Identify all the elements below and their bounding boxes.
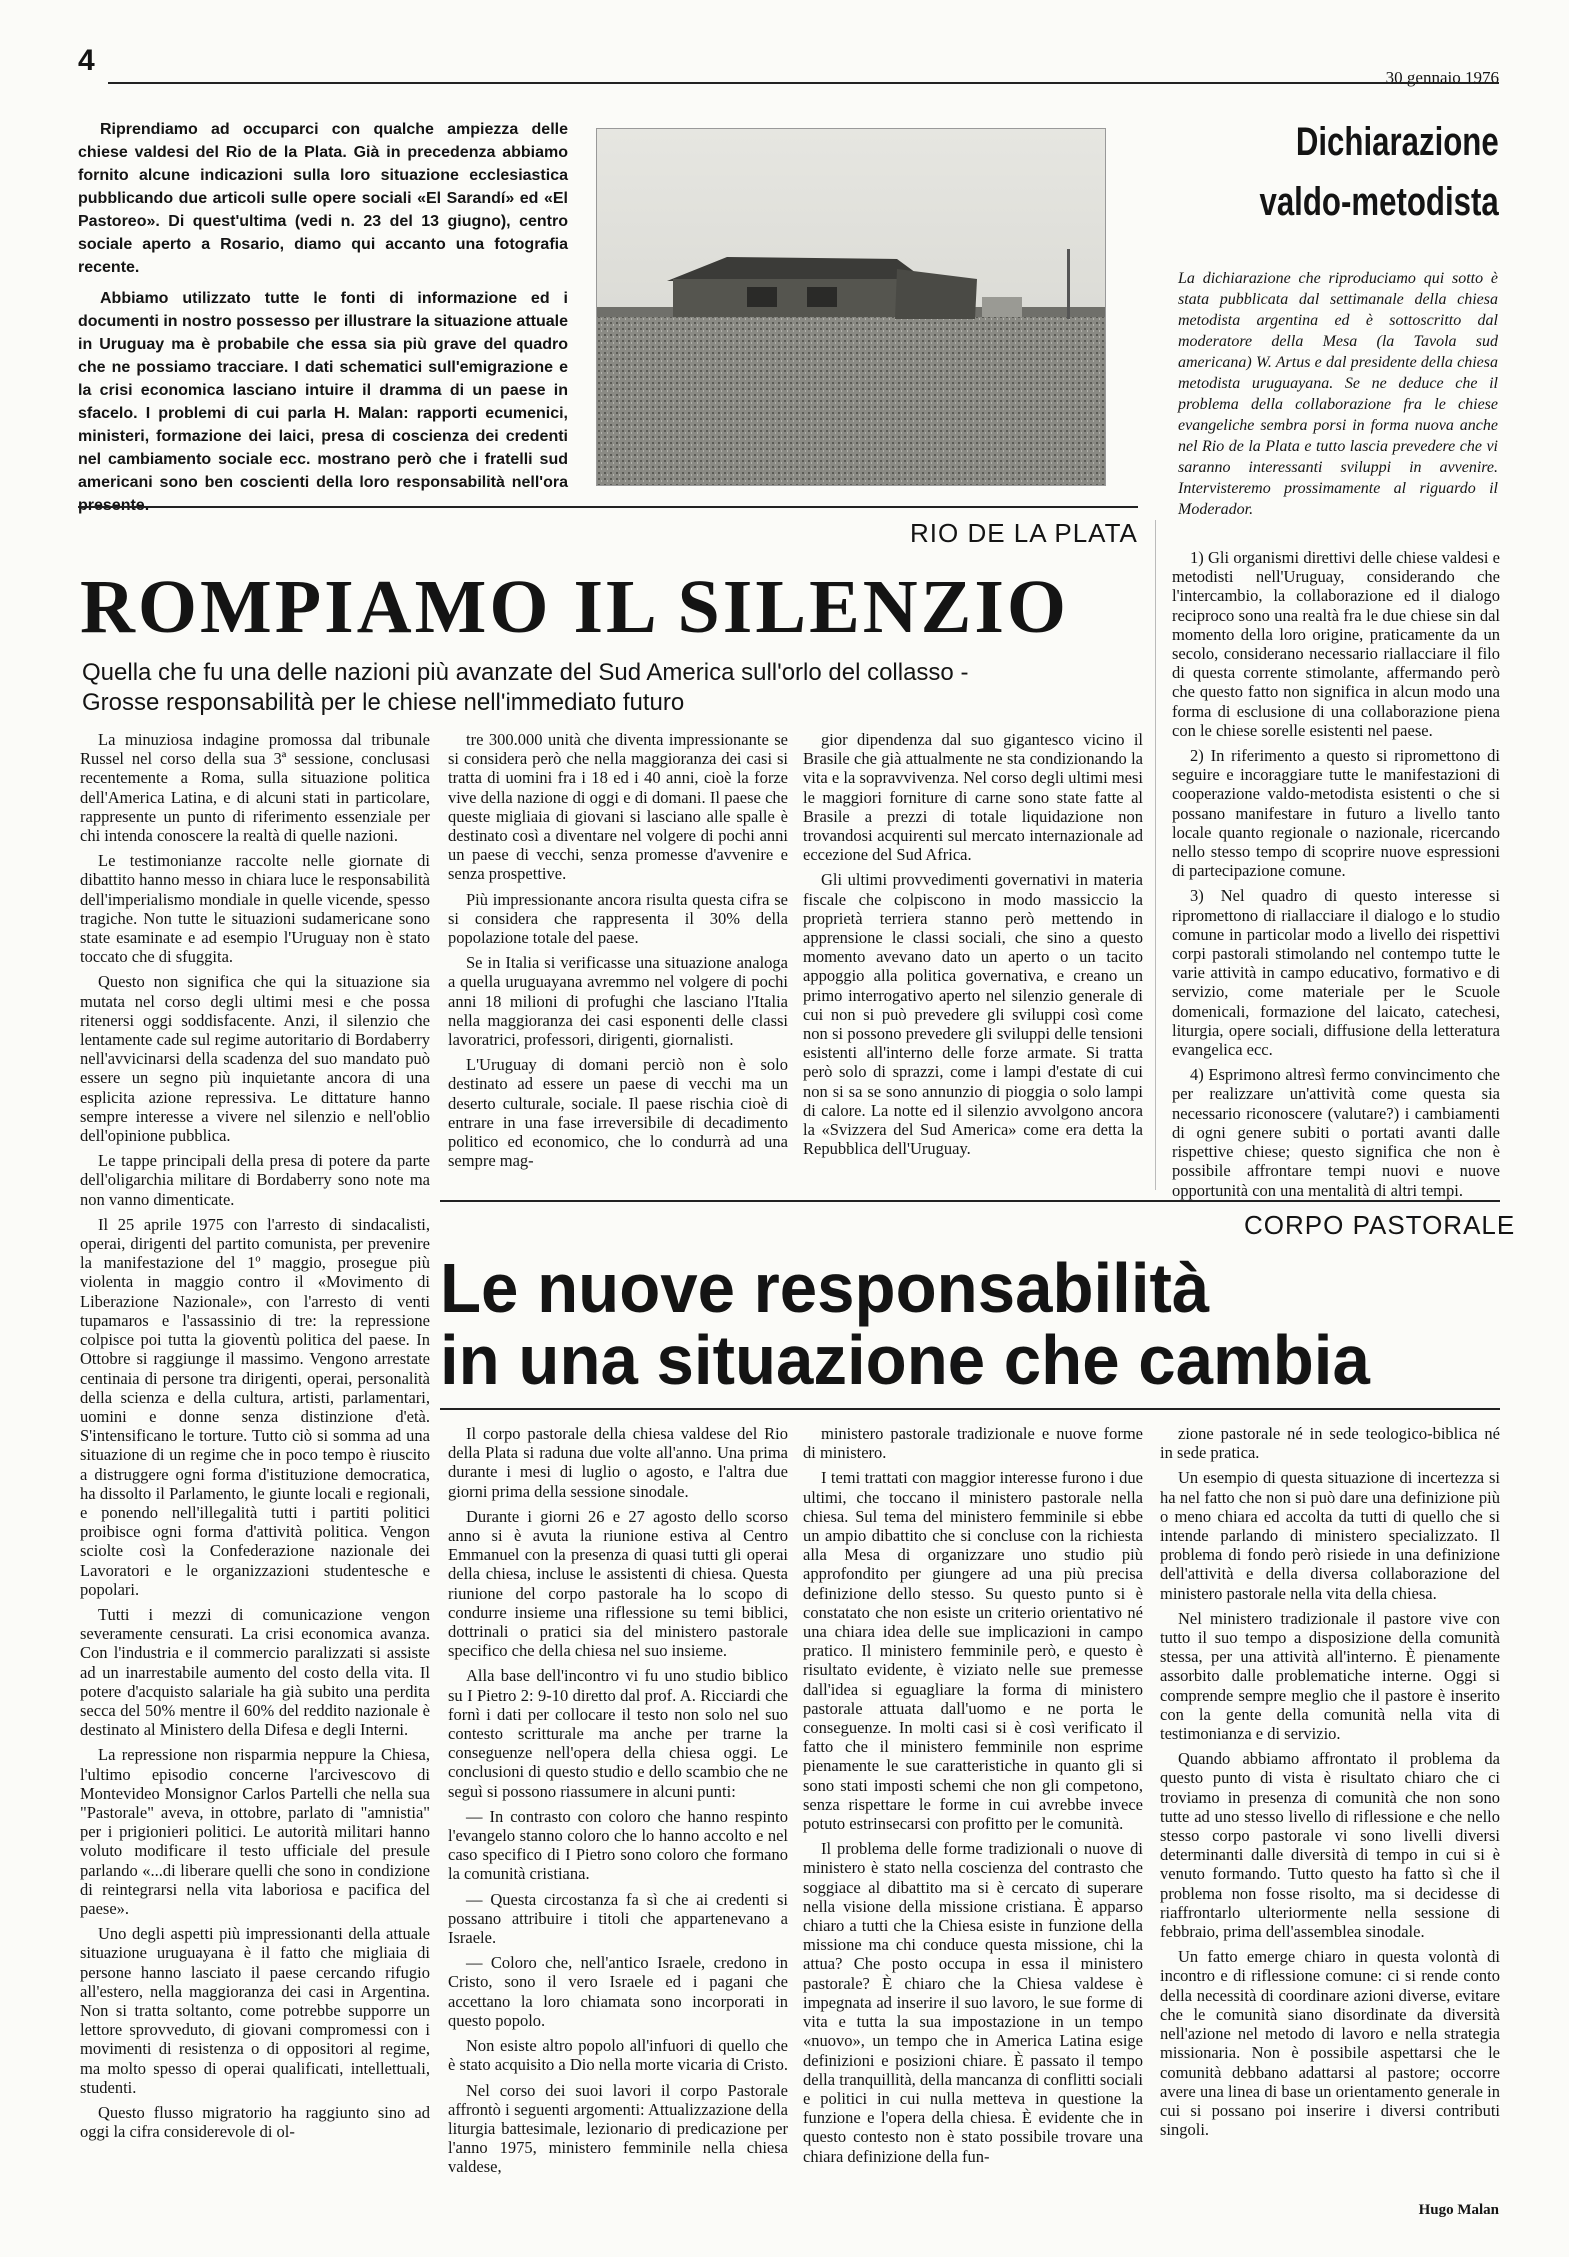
article1-col3-paragraph: Gli ultimi provvedimenti governativi in materia fiscale che colpiscono in modo massiccio la proprietà terriera stanno però mettendo in apprensione le classi sociali, che sino a questo momento avevano dato un aperto o un tacito appoggio alla politica governativa, e creano un primo interrogativo aperto nel silenzio generale di cui non si può prevedere gli sviluppi così come non si possono prevedere gli sviluppi delle tensioni esistenti all'interno delle forze armate. Si tratta però solo di sprazzi, come i lampi d'estate di cui non si sa se sono annunzio di pioggia o solo lampi di calore. La notte ed il silenzio avvolgono ancora la «Svizzera del Sud America» come era detta la Repubblica dell'Uruguay. [803,870,1143,1159]
photo-image [597,129,1105,485]
header-rule [108,82,1499,84]
intro-block [78,118,568,525]
article2-col3-paragraph: zione pastorale né in sede teologico-biblica né in sede pratica. [1160,1424,1500,1463]
article1-subtitle-line1: Quella che fu una delle nazioni più avanzate del Sud America sull'orlo del collasso - [82,659,969,686]
intro-paragraph-2: Abbiamo utilizzato tutte le fonti di informazione ed i documenti in nostro possesso per illustrare la situazione attuale in Uruguay ma è probabile che essa sia più grave del quadro che ne possiamo tracciare. I dati schematici sull'emigrazione e la crisi economica lasciano intuire il dramma di un paese in sfacelo. I problemi di cui parla H. Malan: rapporti ecumenici, ministeri, formazione dei laici, presa di coscienza dei credenti nel cambiamento sociale ecc. mostrano però che i fratelli sud americani sono ben coscienti della loro responsabilità nell'ora presente. [78,290,568,514]
article1-subtitle [82,658,1162,718]
page-number: 4 [78,44,95,77]
article1-subtitle-line2: Grosse responsabilità per le chiese nell'immediato futuro [82,689,685,716]
article1-col2-paragraph: tre 300.000 unità che diventa impressionante se si considera però che nella maggioranza dei casi si tratta di uomini fra i 18 ed i 40 anni, cioè la forze vive della nazione di oggi e di domani. Il paese che queste migliaia di giovani si lasciano alle spalle è destinato così a diventare nel volgere di pochi anni un paese di vecchi, senza promesse d'avvenire e senza prospettive. [448,730,788,884]
article1-col2-paragraph: Se in Italia si verificasse una situazione analoga a quella uruguayana avremmo nel volgere di pochi anni 18 milioni di profughi che lasciano l'Italia nella maggioranza dei casi esponenti delle classi lavoratrici, professori, dirigenti, giornalisti. [448,953,788,1050]
declaration-intro: La dichiarazione che riproduciamo qui sotto è stata pubblicata dal settimanale della chiesa metodista argentina ed è sottoscritto dal moderatore della Mesa (la Tavola sud americana) W. Artus e dal presidente della chiesa metodista uruguayana. Se ne deduce che il problema della collaborazione fra le chiese evangeliche sembra porsi in forma nuova anche nel Rio de la Plata e tutto lascia prevedere che vi saranno interessanti sviluppi in avvenire. Intervisteremo prossimamente al riguardo il Moderador. [1178,270,1498,518]
intro-paragraph-1: Riprendiamo ad occuparci con qualche ampiezza delle chiese valdesi del Rio de la Plata. Già in precedenza abbiamo fornito alcune indicazioni sulla loro situazione ecclesiastica pubblicando due articoli sulle opere sociali «El Sarandí» ed «El Pastoreo». Di quest'ultima (vedi n. 23 del 13 giugno), centro sociale aperto a Rosario, diamo qui accanto una fotografia recente. [78,121,568,276]
declaration-point-3: 3) Nel quadro di questo interesse si ripromettono di riallacciare il dialogo e lo studio comune in particolar modo a livello dei rispettivi corpi pastorali stimolando nel contempo tutte le varie attività in campo educativo, formativo e di servizio, come materiale per le Scuole domenicali, formazione del laicato, catechesi, liturgia, opere sociali, diffusione della letteratura evangelica ecc. [1172,886,1500,1060]
declaration-title-line1: Dichiarazione [1296,120,1499,164]
column-divider-declaration [1155,520,1156,1190]
article2-col1-paragraph: — In contrasto con coloro che hanno respinto l'evangelo stanno coloro che lo hanno accolto e nel caso specifico di I Pietro sono coloro che formano la comunità cristiana. [448,1806,788,1884]
author-signature: Hugo Malan [1418,2202,1499,2218]
photo-el-pastoreo [596,128,1106,486]
article2-title-rule [440,1408,1500,1410]
article1-col1-paragraph: La repressione non risparmia neppure la Chiesa, l'ultimo episodio concerne l'arcivescovo di Montevideo Monsignor Carlos Partelli che nella sua "Pastorale" aveva, in ottobre, parlato di "amnistia" per i prigionieri politici. Le autorità militari hanno voluto modificare il testo ufficiale del presule parlando «...di liberare quelli che sono in condizione di reintegrarsi nella vita laboriosa e pacifica del paese». [80,1745,430,1918]
article1-col1-paragraph: Questo flusso migratorio ha raggiunto sino ad oggi la cifra considerevole di ol- [80,2103,430,2142]
article1-column-3 [803,730,1143,1164]
declaration-title [1260,112,1499,232]
article2-col3-paragraph: Nel ministero tradizionale il pastore vive con tutto il suo tempo a disposizione della comunità stessa, per una attività all'interno. È pienamente assorbito dalle problematiche interne. Oggi si comprende sempre meglio che il pastore è inserito con la gente della comunità nella vita di testimonianza e di servizio. [1160,1608,1500,1744]
article1-col2-paragraph: Più impressionante ancora risulta questa cifra se si considera che rappresenta il 30% della popolazione totale del paese. [448,889,788,948]
article1-top-rule [78,506,1138,508]
declaration-point-1: 1) Gli organismi direttivi delle chiese valdesi e metodisti nell'Uruguay, considerando che l'intercambio, la collaborazione ed il dialogo reciproco sono una realtà fra le due chiese sin dal momento della loro origine, praticamente da un secolo, considerano necessario riallacciare il filo di questa corrente stimolante, affermando però che questo fatto non significa in alcun modo una forma di esclusione di una collaborazione piena con le chiese sorelle esistenti nel paese. [1172,548,1500,740]
article2-col1-paragraph: — Questa circostanza fa sì che ai credenti si possano attribuire i titoli che appartenevano a Israele. [448,1889,788,1948]
article2-col2-paragraph: I temi trattati con maggior interesse furono i due ultimi, che toccano il ministero pastorale nella chiesa. Sul tema del ministero femminile si ebbe un ampio dibattito che si concluse con la richiesta alla Mesa di organizzare uno studio più approfondito per giungere ad una più precisa definizione dello stesso. Su questo punto si è constatato che non esiste un criterio orientativo né una chiara idea delle sue implicazioni in campo pratico. Il ministero femminile però, e questo è risultato evidente, è viziato nelle sue premesse dall'idea si eguagliare la forma di ministero pastorale attuata dall'uomo e ne porta le conseguenze. In molti casi si è così verificato il fatto che il ministero femminile non esprime pienamente le sue caratteristiche in quanto gli si sono stati imposti schemi che non gli competono, senza rispettare le forme in cui avrebbe invece potuto estrinsecarsi con profitto per le comunità. [803,1468,1143,1834]
article1-col1-paragraph: Uno degli aspetti più impressionanti della attuale situazione uruguayana è il fatto che migliaia di persone hanno lasciato il paese cercando rifugio all'estero, nella maggioranza dei casi in Argentina. Non si tratta soltanto, come potrebbe supporre un lettore sprovveduto, di giovani compromessi con i movimenti di resistenza o di oppositori al regime, ma molto spesso di operai qualificati, intellettuali, studenti. [80,1924,430,2097]
article1-col2-paragraph: L'Uruguay di domani perciò non è solo destinato ad essere un paese di vecchi ma un deserto culturale, sociale. Il paese rischia cioè di entrare in una fase irreversibile di decadimento politico ed economico, che lo condurrà ad una sempre mag- [448,1055,788,1171]
article2-title-line1: Le nuove responsabilità [440,1249,1210,1327]
article2-title-line2: in una situazione che cambia [440,1321,1370,1399]
article2-kicker: CORPO PASTORALE [1244,1210,1516,1240]
article2-col2-paragraph: ministero pastorale tradizionale e nuove forme di ministero. [803,1424,1143,1463]
article1-col1-paragraph: La minuziosa indagine promossa dal tribunale Russel nel corso della sua 3ª sessione, conclusasi recentemente a Roma, sulla situazione politica dell'America Latina, e di alcuni stati in particolare, rappresente un punto di riferimento essenziale per chi intenda conoscere la realtà di quelle nazioni. [80,730,430,846]
article1-col1-paragraph: Le testimonianze raccolte nelle giornate di dibattito hanno messo in chiara luce le responsabilità dell'imperialismo mondiale in quelle vicende, spesso tragiche. Non tutte le situazioni sudamericane sono state esaminate e ad esempio l'Uruguay non è stato toccato che di sfuggita. [80,851,430,967]
article1-col3-paragraph: gior dipendenza dal suo gigantesco vicino il Brasile che già attualmente ne sta condizionando la vita e la sopravvivenza. Nel corso degli ultimi mesi le maggiori forniture di carne sono state fatte al Brasile a prezzi di totale liquidazione non trovandosi acquirenti sul mercato internazionale ad eccezione del Sud Africa. [803,730,1143,865]
article1-col1-paragraph: Il 25 aprile 1975 con l'arresto di sindacalisti, operai, dirigenti del partito comunista, per prevenire la manifestazione del 1º maggio, prosegue più violenta in maggio contro il «Movimento di Liberazione Nazionale», con l'arresto di venti tupamaros e l'assassinio di tre: la repressione colpisce poi tutta la gioventù politica del paese. In Ottobre si raggiunge il massimo. Vengono arrestate centinaia di persone tra dirigenti, operai, personalità della scienza e della cultura, artisti, parlamentari, uomini e donne senza distinzione d'età. S'intensificano le torture. Tutto ciò si somma ad una situazione di un regime che in poco tempo è riuscito a distruggere ogni forma d'istituzione democratica, ha dissolto il Parlamento, le giunte locali e regionali, e ponendo nell'illegalità tutti i partiti politici proibisce ogni forma d'attività politica. Vengon sciolte così la Confederazione nazionale dei Lavoratori e le organizzazioni studentesche e popolari. [80,1214,430,1599]
article2-col1-paragraph: Il corpo pastorale della chiesa valdese del Rio della Plata si raduna due volte all'anno. Una prima durante i mesi di luglio o agosto, e l'altra due giorni prima della sessione sinodale. [448,1424,788,1501]
declaration-point-2: 2) In riferimento a questo si ripromettono di seguire e incoraggiare tutte le manifestazioni di cooperazione valdo-metodista esistenti o che si possano manifestare in futuro a livello tanto locale quanto regionale o nazionale, ricercando nello stesso tempo di scoprire nuove espressioni di partecipazione comune. [1172,746,1500,881]
article1-col1-paragraph: Questo non significa che qui la situazione sia mutata nel corso degli ultimi mesi e che possa ritenersi oggi soddisfacente. Anzi, il silenzio che lentamente cade sul regime autoritario di Bordaberry nell'avvicinarsi della scadenza del suo mandato può essere un segno più inquietante ancora di una esplicita azione repressiva. Le dittature hanno sempre interesse a vivere nel silenzio e nell'oblio dell'opinione pubblica. [80,972,430,1146]
article1-col1-paragraph: Le tappe principali della presa di potere da parte dell'oligarchia militare di Bordaberry sono note ma non vanno dimenticate. [80,1151,430,1209]
declaration-points [1172,548,1500,1206]
article2-col2-paragraph: Il problema delle forme tradizionali o nuove di ministero è stato nella coscienza del contrasto che soggiace al dibattito ma si è cercato di superare nella visione della missione cristiana. È apparso chiaro a tutti che la Chiesa esiste in funzione della missione ma chi conduce questa missione, chi la attua? Che posto occupa in essa il ministero pastorale? È chiaro che la Chiesa valdese è impegnata ad inserire il suo lavoro, le sue forme di vita e tutta la sua impostazione in un tempo «nuovo», un tempo che in America Latina esige definizioni e posizioni chiare. È passato il tempo della tranquillità, della mancanza di conflitti sociali e politici in cui nulla metteva in questione la funzione e l'opera della chiesa. È evidente che in questo contesto non è stato possibile trovare una chiara definizione della fun- [803,1839,1143,2166]
article2-col1-paragraph: Alla base dell'incontro vi fu uno studio biblico su I Pietro 2: 9-10 diretto dal prof. A. Ricciardi che fornì i dati per collocare il testo non solo nel suo contesto scritturale ma anche per trarne la conseguenze nell'opera della chiesa oggi. Le conclusioni di questo studio e dello scambio che ne seguì si possono riassumere in alcuni punti: [448,1666,788,1801]
article2-top-rule [440,1200,1500,1202]
declaration-point-4: 4) Esprimono altresì fermo convincimento che per realizzare un'attività come questa sia necessario riconoscere (valutare?) i cambiamenti di ogni genere subiti o portati avanti dalle rispettive chiese; questo significa che non è possibile affrontare tempi nuovi e nuove opportunità con una mentalità di altri tempi. [1172,1065,1500,1200]
article1-column-1 [80,730,430,2147]
article2-col3-paragraph: Un esempio di questa situazione di incertezza si ha nel fatto che non si può dare una definizione più o meno chiara ed accolta da tutti di quello che si intende parlando di ministero specializzato. Il problema di fondo però risiede in una definizione dell'attività e della diversa collaborazione del ministero pastorale nella vita della chiesa. [1160,1468,1500,1603]
article2-column-1 [448,1424,788,2183]
article2-col3-paragraph: Un fatto emerge chiaro in questa volontà di incontro e di riflessione comune: ci si rende conto della necessità di coordinare azioni diverse, evitare che le comunità siano disordinate da diversità nell'azione nel metodo di lavoro e nella strategia missionaria. Non è possibile aspettarsi che le comunità debbano adattarsi al pastore; occorre avere una linea di base un orientamento generale in cui si possano poi inserire i diversi contributi singoli. [1160,1947,1500,2140]
article1-kicker: RIO DE LA PLATA [910,518,1138,548]
article1-title: ROMPIAMO IL SILENZIO [80,565,1070,649]
declaration-title-line2: valdo-metodista [1259,180,1499,224]
article2-col1-paragraph: Durante i giorni 26 e 27 agosto dello scorso anno si è avuta la riunione estiva al Centro Emmanuel con la presenza di quasi tutti gli operai della chiesa, incluse le assistenti di chiesa. Questa riunione del corpo pastorale ha lo scopo di condurre insieme una riflessione su temi biblici, dottrinali o pratici sia del ministero pastorale specifico che della chiesa nel suo insieme. [448,1506,788,1661]
article2-col3-paragraph: Quando abbiamo affrontato il problema da questo punto di vista è risultato chiaro che ci troviamo in presenza di comunità che non sono tutte ad uno stesso livello di riflessione e che nello stesso corpo pastorale vi sono livelli diversi determinanti dalle diversità di tempo in cui si è venuto formando. Tutto questo ha fatto sì che il problema non fosse risolto, ma si decidesse di riaffrontarlo ulteriormente nella sessione di febbraio, prima dell'assemblea sinodale. [1160,1749,1500,1942]
article1-column-2 [448,730,788,1176]
article1-col1-paragraph: Tutti i mezzi di comunicazione vengon severamente censurati. La crisi economica avanza. Con l'industria e il commercio paralizzati si assiste ad un inarrestabile aumento del costo della vita. Il potere d'acquisto salariale ha già subito una perdita secca del 50% mentre il 60% del reddito nazionale è destinato al Ministero della Difesa e degli Interni. [80,1604,430,1740]
issue-date: 30 gennaio 1976 [1385,68,1499,87]
article2-column-3 [1160,1424,1500,2145]
article2-column-2 [803,1424,1143,2172]
article2-col1-paragraph: Nel corso dei suoi lavori il corpo Pastorale affrontò i seguenti argomenti: Attualizzazione della liturgia battesimale, lezionario di predicazione per l'anno 1975, ministero femminile nella chiesa valdese, [448,2080,788,2177]
article2-col1-paragraph: Non esiste altro popolo all'infuori di quello che è stato acquisito a Dio nella morte vicaria di Cristo. [448,2036,788,2075]
article2-col1-paragraph: — Coloro che, nell'antico Israele, credono in Cristo, sono il vero Israele ed i pagani che accettano la loro chiamata sono incorporati in questo popolo. [448,1953,788,2030]
article2-title [440,1249,1370,1399]
